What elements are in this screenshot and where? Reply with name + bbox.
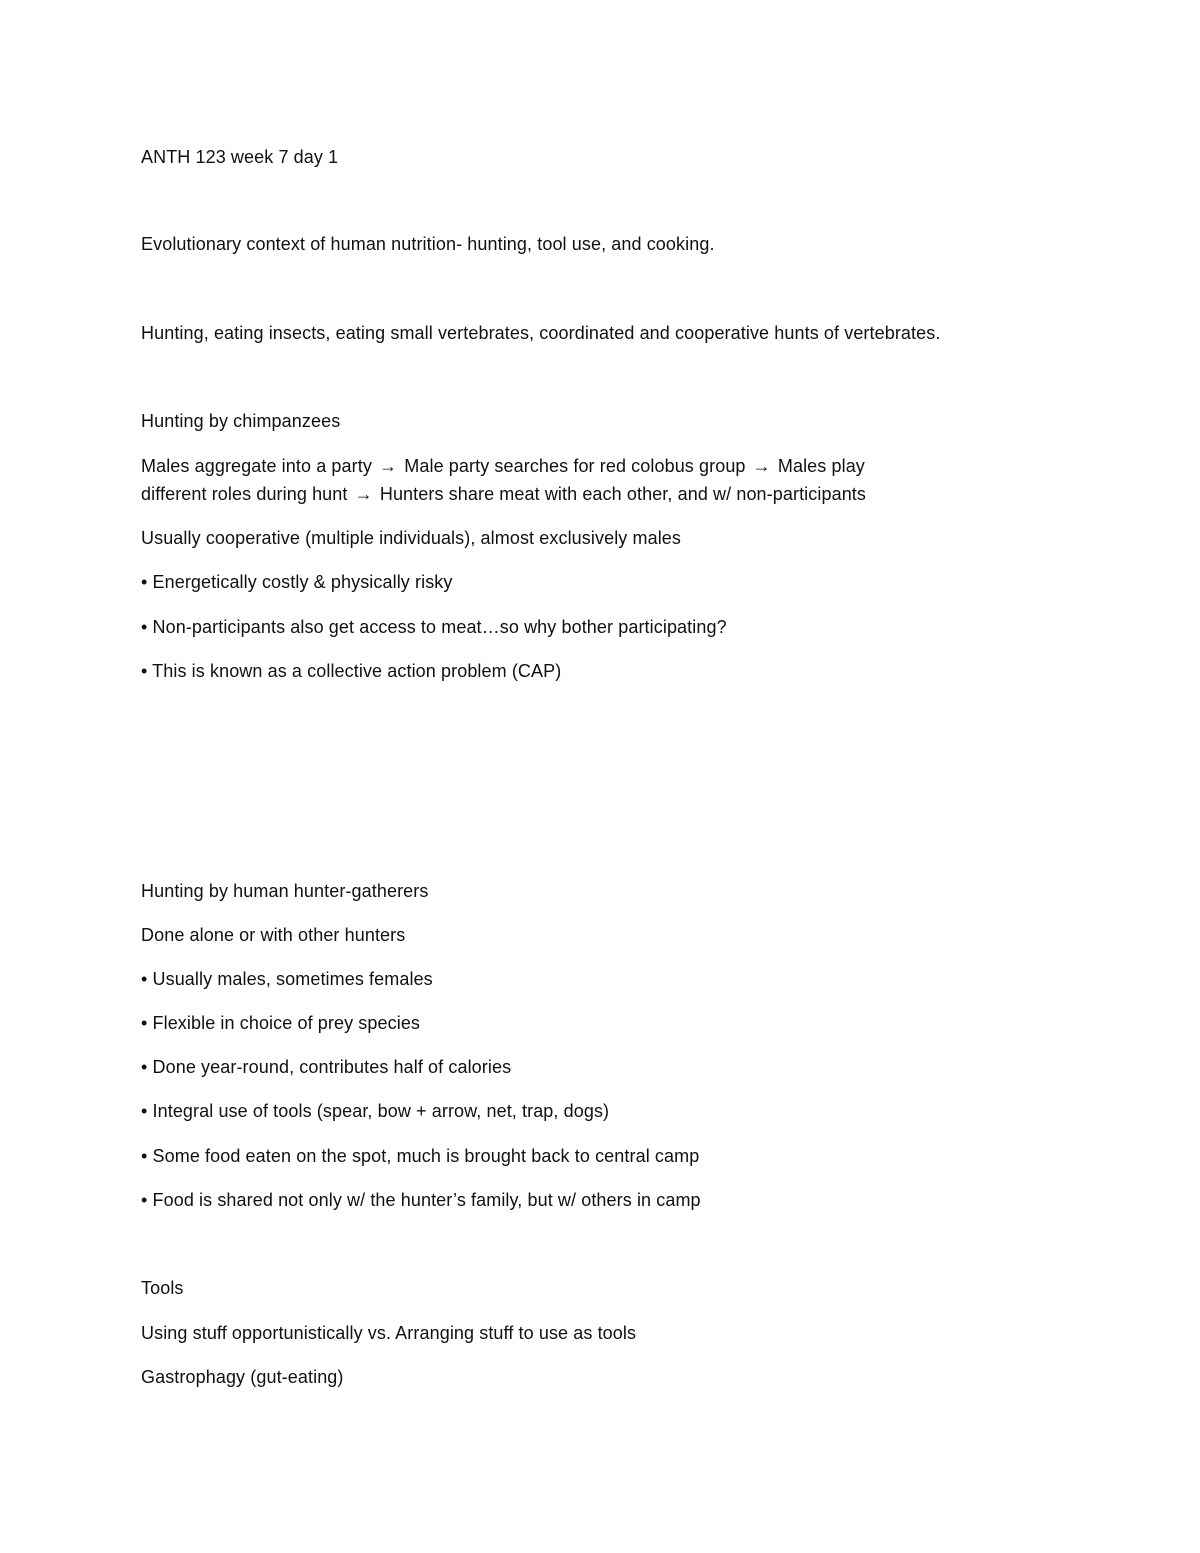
hunting-overview: Hunting, eating insects, eating small vertebrates, coordinated and cooperative hunts of vertebrates. xyxy=(141,323,941,343)
human-bullet: • Integral use of tools (spear, bow + arrow, net, trap, dogs) xyxy=(141,1101,610,1121)
right-arrow-icon: → xyxy=(752,456,771,476)
human-bullet: • Food is shared not only w/ the hunter’s family, but w/ others in camp xyxy=(141,1190,701,1210)
flow-step-aggregate: Males aggregate into a party xyxy=(141,456,372,476)
chimp-bullet: • Non-participants also get access to meat…so why bother participating? xyxy=(141,617,727,637)
chimp-bullet: • Energetically costly & physically risky xyxy=(141,572,453,592)
human-summary: Done alone or with other hunters xyxy=(141,925,406,945)
tools-section-heading: Tools xyxy=(141,1278,184,1298)
document-subtitle: Evolutionary context of human nutrition- hunting, tool use, and cooking. xyxy=(141,234,715,254)
flow-step-share: Hunters share meat with each other, and w/ non-participants xyxy=(379,484,867,504)
chimp-bullet: • This is known as a collective action problem (CAP) xyxy=(141,661,562,681)
chimp-flow-line-1 xyxy=(141,454,865,478)
right-arrow-icon: → xyxy=(379,456,398,476)
human-bullet: • Some food eaten on the spot, much is brought back to central camp xyxy=(141,1146,700,1166)
flow-step-roles-end: different roles during hunt xyxy=(141,484,348,504)
document-title: ANTH 123 week 7 day 1 xyxy=(141,147,339,167)
tools-line: Gastrophagy (gut-eating) xyxy=(141,1367,344,1387)
human-bullet: • Flexible in choice of prey species xyxy=(141,1013,421,1033)
chimp-section-heading: Hunting by chimpanzees xyxy=(141,411,341,431)
chimp-flow-line-2 xyxy=(141,482,866,506)
chimp-summary: Usually cooperative (multiple individuals), almost exclusively males xyxy=(141,528,682,548)
flow-step-search: Male party searches for red colobus group xyxy=(404,456,746,476)
tools-line: Using stuff opportunistically vs. Arranging stuff to use as tools xyxy=(141,1323,637,1343)
human-bullet: • Usually males, sometimes females xyxy=(141,969,433,989)
human-bullet: • Done year-round, contributes half of calories xyxy=(141,1057,512,1077)
right-arrow-icon: → xyxy=(354,484,373,504)
human-section-heading: Hunting by human hunter-gatherers xyxy=(141,881,429,901)
flow-step-roles-start: Males play xyxy=(777,456,865,476)
